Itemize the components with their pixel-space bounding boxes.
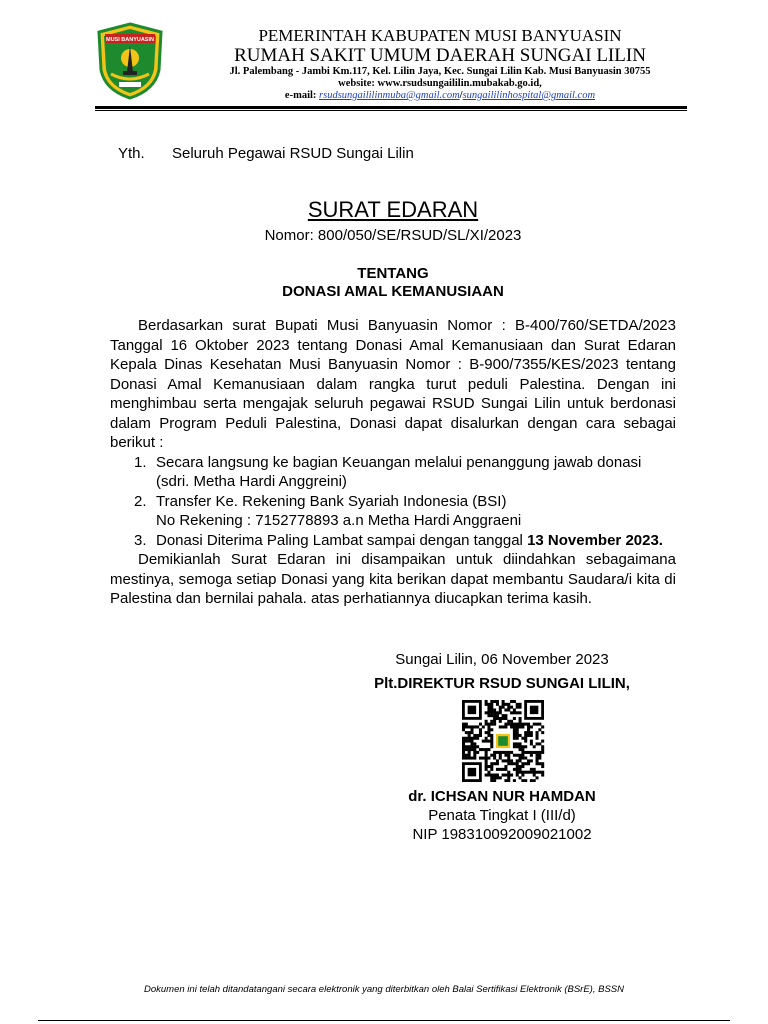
logo-text: MUSI BANYUASIN [106,37,154,43]
list-number: 1. [134,453,147,471]
letterhead-rule-thin [95,110,687,111]
recipient-label: Yth. [118,145,145,162]
email-link-1[interactable]: rsudsungaililinmuba@gmail.com [319,90,460,101]
recipient-value: Seluruh Pegawai RSUD Sungai Lilin [172,145,414,162]
letterhead-website: website: www.rsudsungaililin.mubakab.go.id, [338,78,542,89]
e-signature-qr-code [459,700,547,782]
letterhead-hospital-name: RUMAH SAKIT UMUM DAERAH SUNGAI LILIN [234,45,646,66]
signatory-rank: Penata Tingkat I (III/d) [428,807,576,824]
deadline-date: 13 November 2023. [527,531,663,549]
email-separator: / [459,90,463,101]
letterhead-rule-thick [95,106,687,109]
electronic-signature-footer: Dokumen ini telah ditandatangani secara elektronik yang diterbitkan oleh Balai Sertifikasi Elektronik (BSrE), BSSN [144,984,624,995]
list-item [110,492,676,531]
letter-body [110,316,676,609]
donation-methods-list [110,453,676,551]
signature-position: Plt.DIREKTUR RSUD SUNGAI LILIN, [374,675,630,692]
list-item-line: Transfer Ke. Rekening Bank Syariah Indonesia (BSI) [156,492,507,510]
email-label: e-mail: [284,90,317,101]
letter-subject [0,265,768,301]
list-number: 2. [134,492,147,510]
list-number: 3. [134,531,147,549]
signature-place-date: Sungai Lilin, 06 November 2023 [395,651,609,668]
list-item-line: (sdri. Metha Hardi Anggreini) [156,473,347,490]
letterhead [180,26,700,102]
regency-emblem-logo [95,22,165,100]
list-item-line: No Rekening : 7152778893 a.n Metha Hardi Anggraeni [156,512,522,529]
list-item-line: Secara langsung ke bagian Keuangan melalui penanggung jawab donasi [156,453,642,471]
letterhead-address: Jl. Palembang - Jambi Km.117, Kel. Lilin Jaya, Kec. Sungai Lilin Kab. Musi Banyuasin 30755 [229,66,651,77]
subject-label: TENTANG [357,265,429,282]
list-item [110,531,676,551]
subject-value: DONASI AMAL KEMANUSIAAN [282,283,504,300]
list-item-text: Donasi Diterima Paling Lambat sampai dengan tanggal [156,531,528,549]
footer-rule [38,1020,730,1021]
email-link-2[interactable]: sungaililinhospital@gmail.com [462,90,596,101]
list-item [110,453,676,492]
signatory-name: dr. ICHSAN NUR HAMDAN [408,788,596,805]
letter-number: Nomor: 800/050/SE/RSUD/SL/XI/2023 [264,227,522,244]
body-paragraph-1: Berdasarkan surat Bupati Musi Banyuasin Nomor : B-400/760/SETDA/2023 Tanggal 16 Oktober 2023 tentang Donasi Amal Kemanusiaan dan Surat Edaran Kepala Dinas Kesehatan Musi Banyuasin Nomor : B-900/7355/KES/2023 tentang Donasi Amal Kemanusiaan dalam rangka turut peduli Palestina. Dengan ini menghimbau serta mengajak seluruh pegawai RSUD Sungai Lilin untuk berdonasi dalam Program Peduli Palestina, Donasi dapat disalurkan dengan cara sebagai berikut : [110,317,676,451]
signatory-nip: NIP 198310092009021002 [412,826,592,843]
letterhead-email-line [180,90,700,102]
letterhead-government: PEMERINTAH KABUPATEN MUSI BANYUASIN [258,26,622,45]
body-closing-paragraph: Demikianlah Surat Edaran ini disampaikan untuk diindahkan sebagaimana mestinya, semoga setiap Donasi yang kita berikan dapat membantu Saudara/i kita di Palestina dan bernilai pahala. atas perhatiannya diucapkan terima kasih. [110,551,676,607]
letter-title: SURAT EDARAN [307,197,479,222]
